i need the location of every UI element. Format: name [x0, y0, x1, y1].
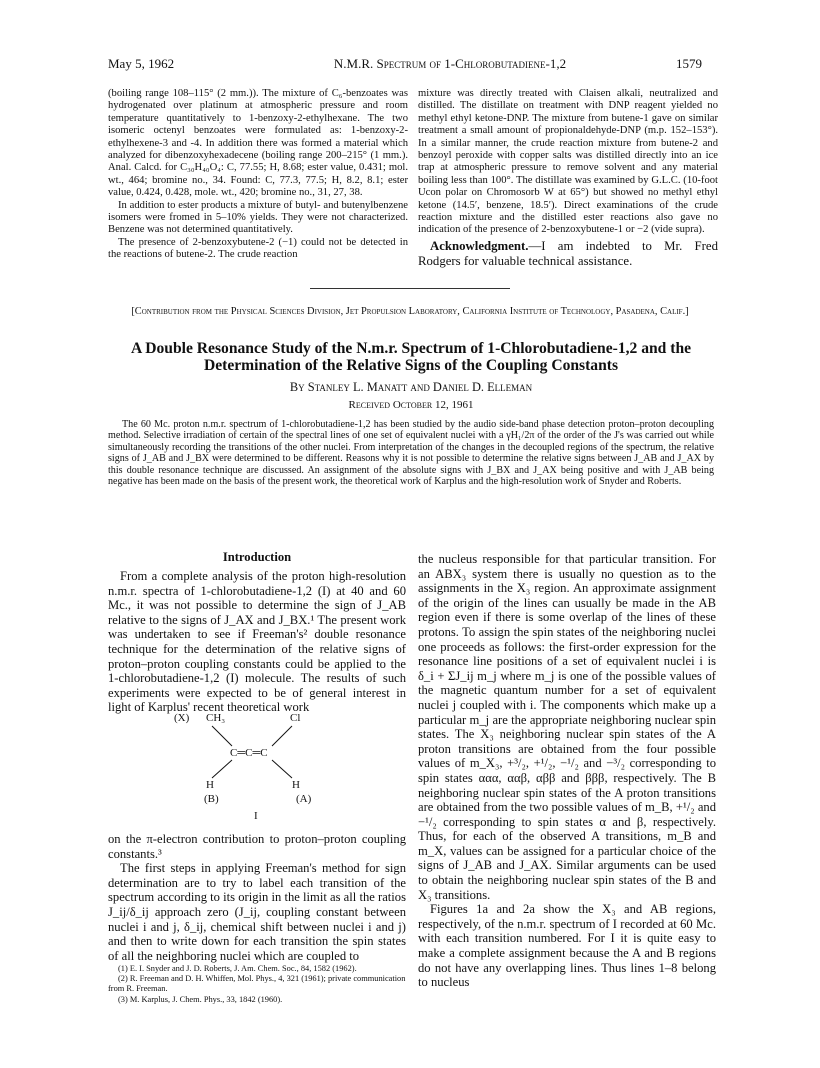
acknowledgment-text: —I am indebted to Mr. Fred Rodgers for valuable technical assistance.: [418, 238, 718, 268]
right-column: [418, 552, 716, 990]
paragraph: (boiling range 108–115° (2 mm.)). The mixture of C₆-benzoates was hydrogenated over platinum at atmospheric pressure and room temperature quantitatively to 1-benzoxy-2-ethylhexane. The two isomeric octenyl benzoates were formulated as: 1-benzoxy-2-ethylhexene-3 and -4. In addition there was formed a material which analyzed for dibenzoxyhexadecene (boiling range 200–215° (1 mm.). Anal. Calcd. for C₃₀H₄₀O₄: C, 77.55; H, 8.68; ester value, 0.431; mol. wt., 464; bromine no., 34. Found: C, 77.3, 77.5; H, 8.2, 8.1; ester value, 0.424, 0.428, mole. wt., 420; bromine no., 31, 27, 38.: [108, 88, 408, 199]
authors: By Stanley L. Manatt and Daniel D. Elleman: [289, 380, 533, 394]
hydrogen-b: H: [206, 779, 214, 791]
header-date: May 5, 1962: [108, 56, 175, 71]
label-b: (B): [204, 793, 219, 805]
top-right-column: [418, 88, 718, 269]
paragraph: on the π-electron contribution to proton–proton coupling constants.³: [108, 832, 406, 861]
running-title: N.M.R. Spectrum of 1-Chlorobutadiene-1,2: [333, 56, 567, 71]
structure-diagram: [108, 712, 406, 824]
allene-chain: C═C═C: [230, 747, 268, 759]
contribution-line: [Contribution from the Physical Sciences Division, Jet Propulsion Laboratory, California Institute of Technology, Pasadena, Calif.]: [131, 306, 689, 317]
abstract: [108, 419, 714, 487]
received-date: Received October 12, 1961: [348, 399, 474, 411]
intro-paragraph-1: [108, 569, 406, 715]
article-title: A Double Resonance Study of the N.m.r. Spectrum of 1-Chlorobutadiene-1,2 and the Determination of the Relative Signs of the Coupling Constants: [130, 340, 692, 375]
footnotes: [108, 964, 406, 1005]
paragraph: Figures 1a and 2a show the X₃ and AB regions, respectively, of the n.m.r. spectrum of I recorded at 60 Mc. with each transition numbered. For I it is quite easy to make a complete assignment because the A and B regions do not have any overlapping lines. Thus lines 1–8 belong to nucleus: [418, 902, 716, 990]
top-left-column: [108, 88, 408, 262]
footnote: (1) E. I. Snyder and J. D. Roberts, J. Am. Chem. Soc., 84, 1582 (1962).: [118, 964, 357, 973]
structure-bonds: [108, 712, 406, 824]
label-a: (A): [296, 793, 312, 805]
chlorine: Cl: [290, 712, 301, 724]
intro-paragraph-2: [108, 832, 406, 963]
intro-heading: Introduction: [222, 550, 292, 564]
footnote: (2) R. Freeman and D. H. Whiffen, Mol. Phys., 4, 321 (1961); private communication from R. Freeman.: [108, 974, 406, 994]
paragraph: From a complete analysis of the proton high-resolution n.m.r. spectra of 1-chlorobutadiene-1,2 (I) at 40 and 60 Mc., it was not possible to determine the sign of J_AB relative to the signs of J_AX and J_BX.¹ The present work was undertaken to see if Freeman's² double resonance technique for the determination of the relative signs of proton–proton coupling constants could be applied to the 1-chlorobutadiene-1,2 (I) molecule. The results of such experiments were expected to be of general interest in light of Karplus' recent theoretical work: [108, 569, 406, 715]
paragraph: mixture was directly treated with Claisen alkali, neutralized and distilled. The distillate on treatment with DNP reagent yielded no methyl ethyl ketone-DNP. The mixture from butene-1 gave on similar treatment a small amount of propionaldehyde-DNP (m.p. 152–153°). In a similar manner, the crude reaction mixture from butene-2 and benzoyl peroxide with copper salts was distilled directly into an ice trap at atmospheric pressure to remove solvent and any material boiling less than 100°. The distillate was examined by G.L.C. (10-foot Ucon polar on Chromosorb W at 65°) but showed no methyl ethyl ketone (14.5′, benzene, 18.5′). Direct examinations of the crude reaction mixture and the distilled ester reactions also gave no indication of the presence of 2-benzoxybutene-1 or −2 (vide supra).: [418, 88, 718, 236]
compound-number: I: [254, 810, 258, 822]
page-number: 1579: [676, 56, 702, 71]
paragraph: In addition to ester products a mixture of butyl- and butenylbenzene isomers were fromed in 5–10% yields. They were not characterized. Benzene was not determined quantitatively.: [108, 199, 408, 236]
section-divider: [310, 288, 510, 289]
acknowledgment-heading: Acknowledgment.: [430, 238, 529, 253]
abstract-text: The 60 Mc. proton n.m.r. spectrum of 1-chlorobutadiene-1,2 has been studied by the audio side-band phase detection proton–proton decoupling method. Selective irradiation of certain of the spectral lines of one set of equivalent nuclei with a γH₁/2π of the order of the J's was carried out while simultaneously recording the transitions of the other nuclei. From interpretation of the changes in the decoupled regions of the spectrum, the relative signs of J_AB and J_BX were determined to be different. Reasons why it is not possible to determine the relative signs between J_AB and J_AX by this double resonance technique are discussed. An assignment of the absolute signs with J_BX and J_AX being positive and with J_AB being negative has been made on the basis of the present work, the theoretical work of Karplus and the high-resolution work of Snyder and Roberts.: [108, 419, 714, 488]
footnote: (3) M. Karplus, J. Chem. Phys., 33, 1842 (1960).: [118, 994, 283, 1004]
ch3-group: CH₃: [206, 712, 226, 724]
paragraph: The first steps in applying Freeman's method for sign determination are to try to label each transition of the spectrum according to its origin in the limit as all the ratios J_ij/δ_ij approach zero (J_ij, coupling constant between nuclei i and j, δ_ij, chemical shift between nuclei i and j) and then to write down for each transition the spin states of all the neighboring nuclei which are coupled to: [108, 861, 406, 963]
paragraph: the nucleus responsible for that particular transition. For an ABX₃ system there is usually no question as to the assignments in the X₃ region. An approximate assignment of the origin of the lines can usually be made in the AB region even if there is some overlap of the lines of these protons. To assign the spin states of the neighboring nuclei one proceeds as follows: the first-order expression for the resonance line positions of a set of equivalent nuclei i is δ_i + ΣJ_ij m_j where m_j is one of the possible values of the magnetic quantum number for a set of equivalent nuclei j coupled with i. The components which make up a particular m_j are the appropriate neighboring nuclear spin states. The X₃ neighboring nuclear spin states of the A proton transitions are obtained from the four possible values of m_X₃, +³/₂, +¹/₂, −¹/₂ and −³/₂ corresponding to spin states ααα, ααβ, αββ and βββ, respectively. The B neighboring nuclear spin states of the A proton transitions are obtained from the two possible values of m_B, +¹/₂ and −¹/₂ corresponding to spin states α and β, respectively. Thus, for each of the observed A transitions, m_B and m_X, values can be assigned for a particular choice of the signs of J_AB and J_AX. Similar arguments can be used to obtain the neighboring nuclear spin states of the B and X₃ transitions.: [418, 552, 716, 902]
acknowledgment: [418, 239, 718, 269]
label-x: (X): [174, 712, 190, 724]
hydrogen-a: H: [292, 779, 300, 791]
paragraph: The presence of 2-benzoxybutene-2 (−1) could not be detected in the reactions of butene-2. The crude reaction: [108, 236, 408, 261]
